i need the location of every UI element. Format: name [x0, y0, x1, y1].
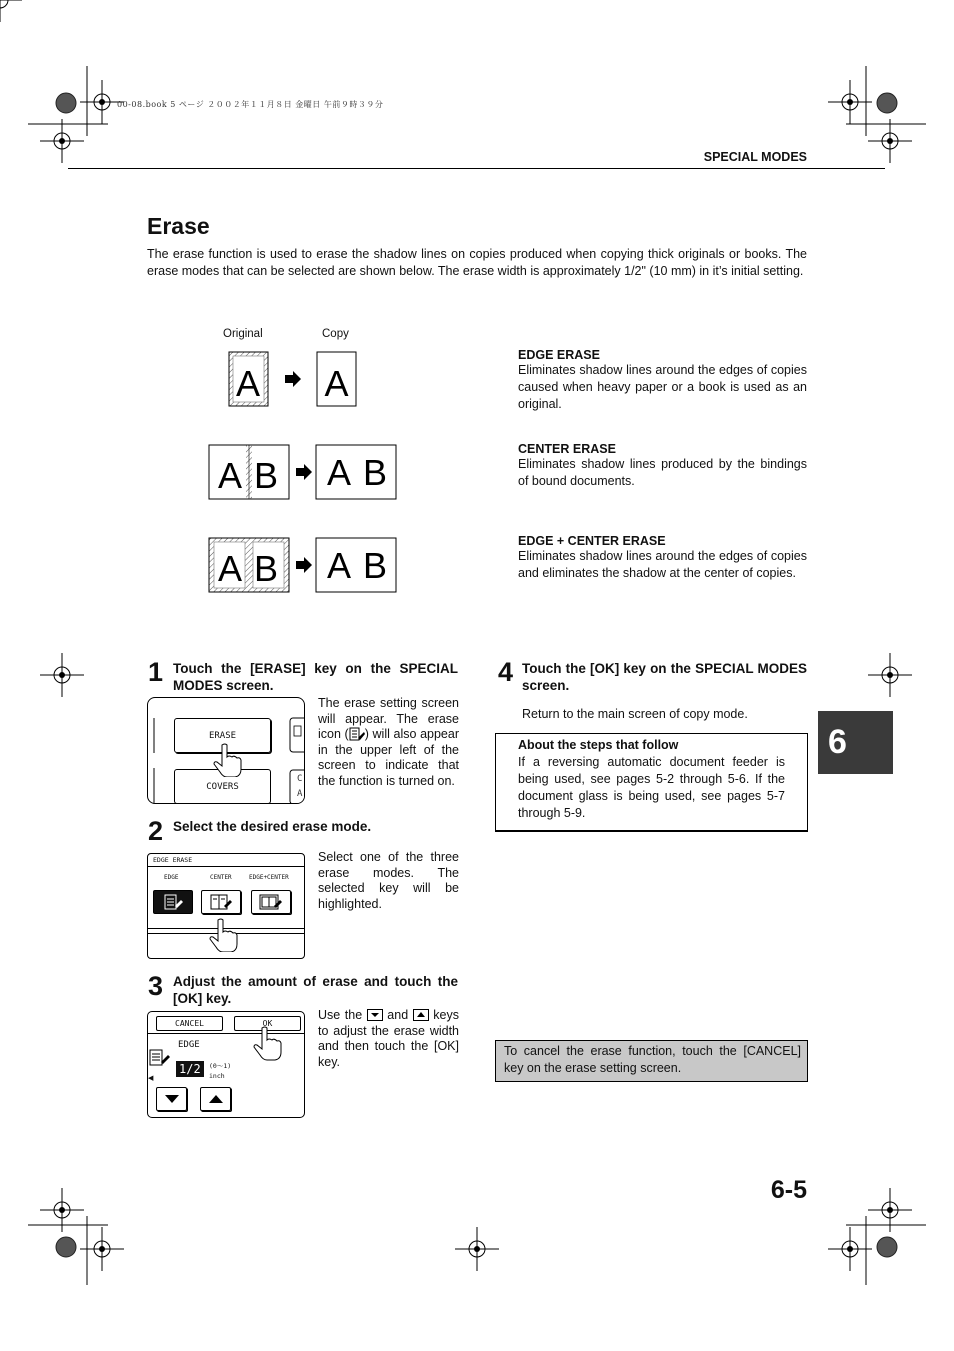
step-description: [318, 696, 459, 790]
mode-title: CENTER ERASE: [518, 442, 616, 456]
edge-mode-key[interactable]: [153, 890, 193, 914]
svg-text:A: A: [217, 548, 243, 589]
header-rule: [68, 168, 885, 169]
arrow-right-icon: [296, 464, 312, 480]
step-description: [318, 1008, 459, 1070]
pointing-hand-icon: [212, 743, 244, 777]
down-key-icon: [367, 1009, 383, 1021]
mode-edge-center-erase: [518, 534, 807, 582]
erase-unit: inch: [209, 1072, 225, 1080]
page-number: 6-5: [770, 1176, 807, 1204]
edge-label: EDGE: [178, 1040, 200, 1050]
center-mode-key[interactable]: [201, 890, 241, 914]
mode-label-edge-center: EDGE+CENTER: [249, 874, 289, 881]
svg-text:A: A: [235, 363, 261, 404]
step-description-part: keys to adjust the erase width and then touch the [OK] key.: [318, 1008, 459, 1069]
step-title: Adjust the amount of erase and touch the [OK] key.: [173, 974, 458, 1006]
diagram-edge-copy: [317, 352, 356, 406]
erase-icon: [149, 1048, 171, 1068]
intro-paragraph: The erase function is used to erase the shadow lines on copies produced when copying thick originals or books. The erase modes that can be selected are shown below. The erase width is approximately 1/2" (10 mm) in it’s initial setting.: [147, 247, 807, 278]
mode-edge-erase: [518, 348, 807, 413]
mode-title: EDGE ERASE: [518, 348, 600, 362]
step-number: 4: [498, 657, 514, 687]
step-number: 1: [148, 657, 164, 687]
diagram-center-original: [209, 445, 289, 499]
center-erase-icon: [209, 894, 233, 910]
label-copy: Copy: [322, 328, 349, 340]
step-number: 3: [148, 971, 164, 1001]
mode-label-center: CENTER: [210, 874, 232, 881]
step-description: Return to the main screen of copy mode.: [522, 707, 748, 721]
arrow-right-icon: [296, 557, 312, 573]
mode-center-erase: [518, 442, 807, 490]
step-title: Select the desired erase mode.: [173, 819, 372, 834]
step-title: Touch the [OK] key on the SPECIAL MODES screen.: [522, 661, 807, 693]
svg-text:B: B: [253, 455, 279, 496]
erase-icon: [349, 727, 365, 741]
svg-text:B: B: [253, 548, 279, 589]
erase-mode-screen: [147, 853, 305, 959]
erase-key-label: ERASE: [208, 730, 237, 741]
cancel-key[interactable]: [156, 1016, 223, 1031]
erase-width-screen: [147, 1011, 305, 1118]
step-description-part: The erase setting screen will appear.: [318, 696, 459, 726]
covers-key-label: COVERS: [206, 781, 239, 792]
up-arrow-icon: [208, 1094, 224, 1104]
edge-center-erase-icon: [259, 894, 283, 910]
pointing-hand-icon: [208, 918, 240, 952]
note-title: About the steps that follow: [518, 738, 679, 752]
diagram-both-original: [209, 538, 289, 592]
down-arrow-icon: [164, 1094, 180, 1104]
page-title: Erase: [147, 213, 210, 239]
erase-key-screen: [147, 697, 305, 804]
screen-header: EDGE ERASE: [153, 856, 193, 864]
erase-range: (0〜1): [209, 1062, 232, 1070]
erase-width-value: 1/2: [176, 1061, 204, 1077]
step-description-part: ) will also appear in the upper left of the screen to indicate that the function is turned on.: [318, 727, 459, 788]
step-description-part: The erase icon (: [318, 711, 460, 742]
svg-text:B: B: [362, 545, 388, 586]
section-header: SPECIAL MODES: [703, 150, 807, 164]
arrow-right-icon: [285, 371, 301, 387]
mode-label-edge: EDGE: [164, 874, 179, 881]
decrease-key[interactable]: [156, 1087, 187, 1111]
screen-header-rule: [148, 866, 304, 867]
tip-box: [495, 1040, 808, 1082]
cancel-key-label: CANCEL: [175, 1019, 204, 1028]
mode-description: Eliminates shadow lines around the edges of copies caused when heavy paper or a book is used as an original.: [518, 363, 807, 411]
edge-erase-icon: [162, 894, 184, 910]
print-job-mark: 00-08.book 5 ページ ２００２年１１月８日 金曜日 午前９時３９分: [117, 100, 384, 109]
erase-diagram: [200, 345, 410, 600]
mode-description: Eliminates shadow lines around the edges of copies and eliminates the shadow at the center of copies.: [518, 549, 807, 580]
mode-description: Eliminates shadow lines produced by the bindings of bound documents.: [518, 457, 807, 488]
svg-text:A: A: [217, 455, 243, 496]
diagram-center-copy: [316, 445, 396, 499]
diagram-both-copy: [316, 538, 396, 592]
up-key-icon: [413, 1009, 429, 1021]
step-description-part: Use the: [318, 1008, 363, 1022]
note-text: If a reversing automatic document feeder is being used, see pages 5-2 through 5-6. If the document glass is being used, see pages 5-7 through 5-9.: [518, 755, 785, 820]
note-box: [495, 733, 808, 832]
svg-text:B: B: [362, 452, 388, 493]
svg-text:A: A: [324, 363, 349, 404]
pointing-hand-icon: [252, 1026, 286, 1062]
left-scroll-icon: ◀: [148, 1075, 154, 1082]
mode-title: EDGE + CENTER ERASE: [518, 534, 666, 548]
label-original: Original: [223, 328, 263, 340]
chapter-tab: 6: [818, 711, 893, 774]
edge-center-mode-key[interactable]: [251, 890, 291, 914]
increase-key[interactable]: [200, 1087, 231, 1111]
step-title: Touch the [ERASE] key on the SPECIAL MODES screen.: [173, 661, 458, 693]
diagram-edge-original: [229, 352, 268, 406]
step-number: 2: [148, 816, 164, 846]
svg-text:A: A: [326, 452, 352, 493]
svg-text:A: A: [326, 545, 352, 586]
step-description-part: and: [387, 1008, 409, 1022]
step-description: Select one of the three erase modes. The selected key will be highlighted.: [318, 850, 459, 911]
partial-key-label: C: [297, 774, 303, 784]
ok-key-label: OK: [262, 1019, 273, 1028]
tip-text: To cancel the erase function, touch the [CANCEL] key on the erase setting screen.: [504, 1044, 801, 1075]
partial-key-label: A: [297, 789, 303, 799]
